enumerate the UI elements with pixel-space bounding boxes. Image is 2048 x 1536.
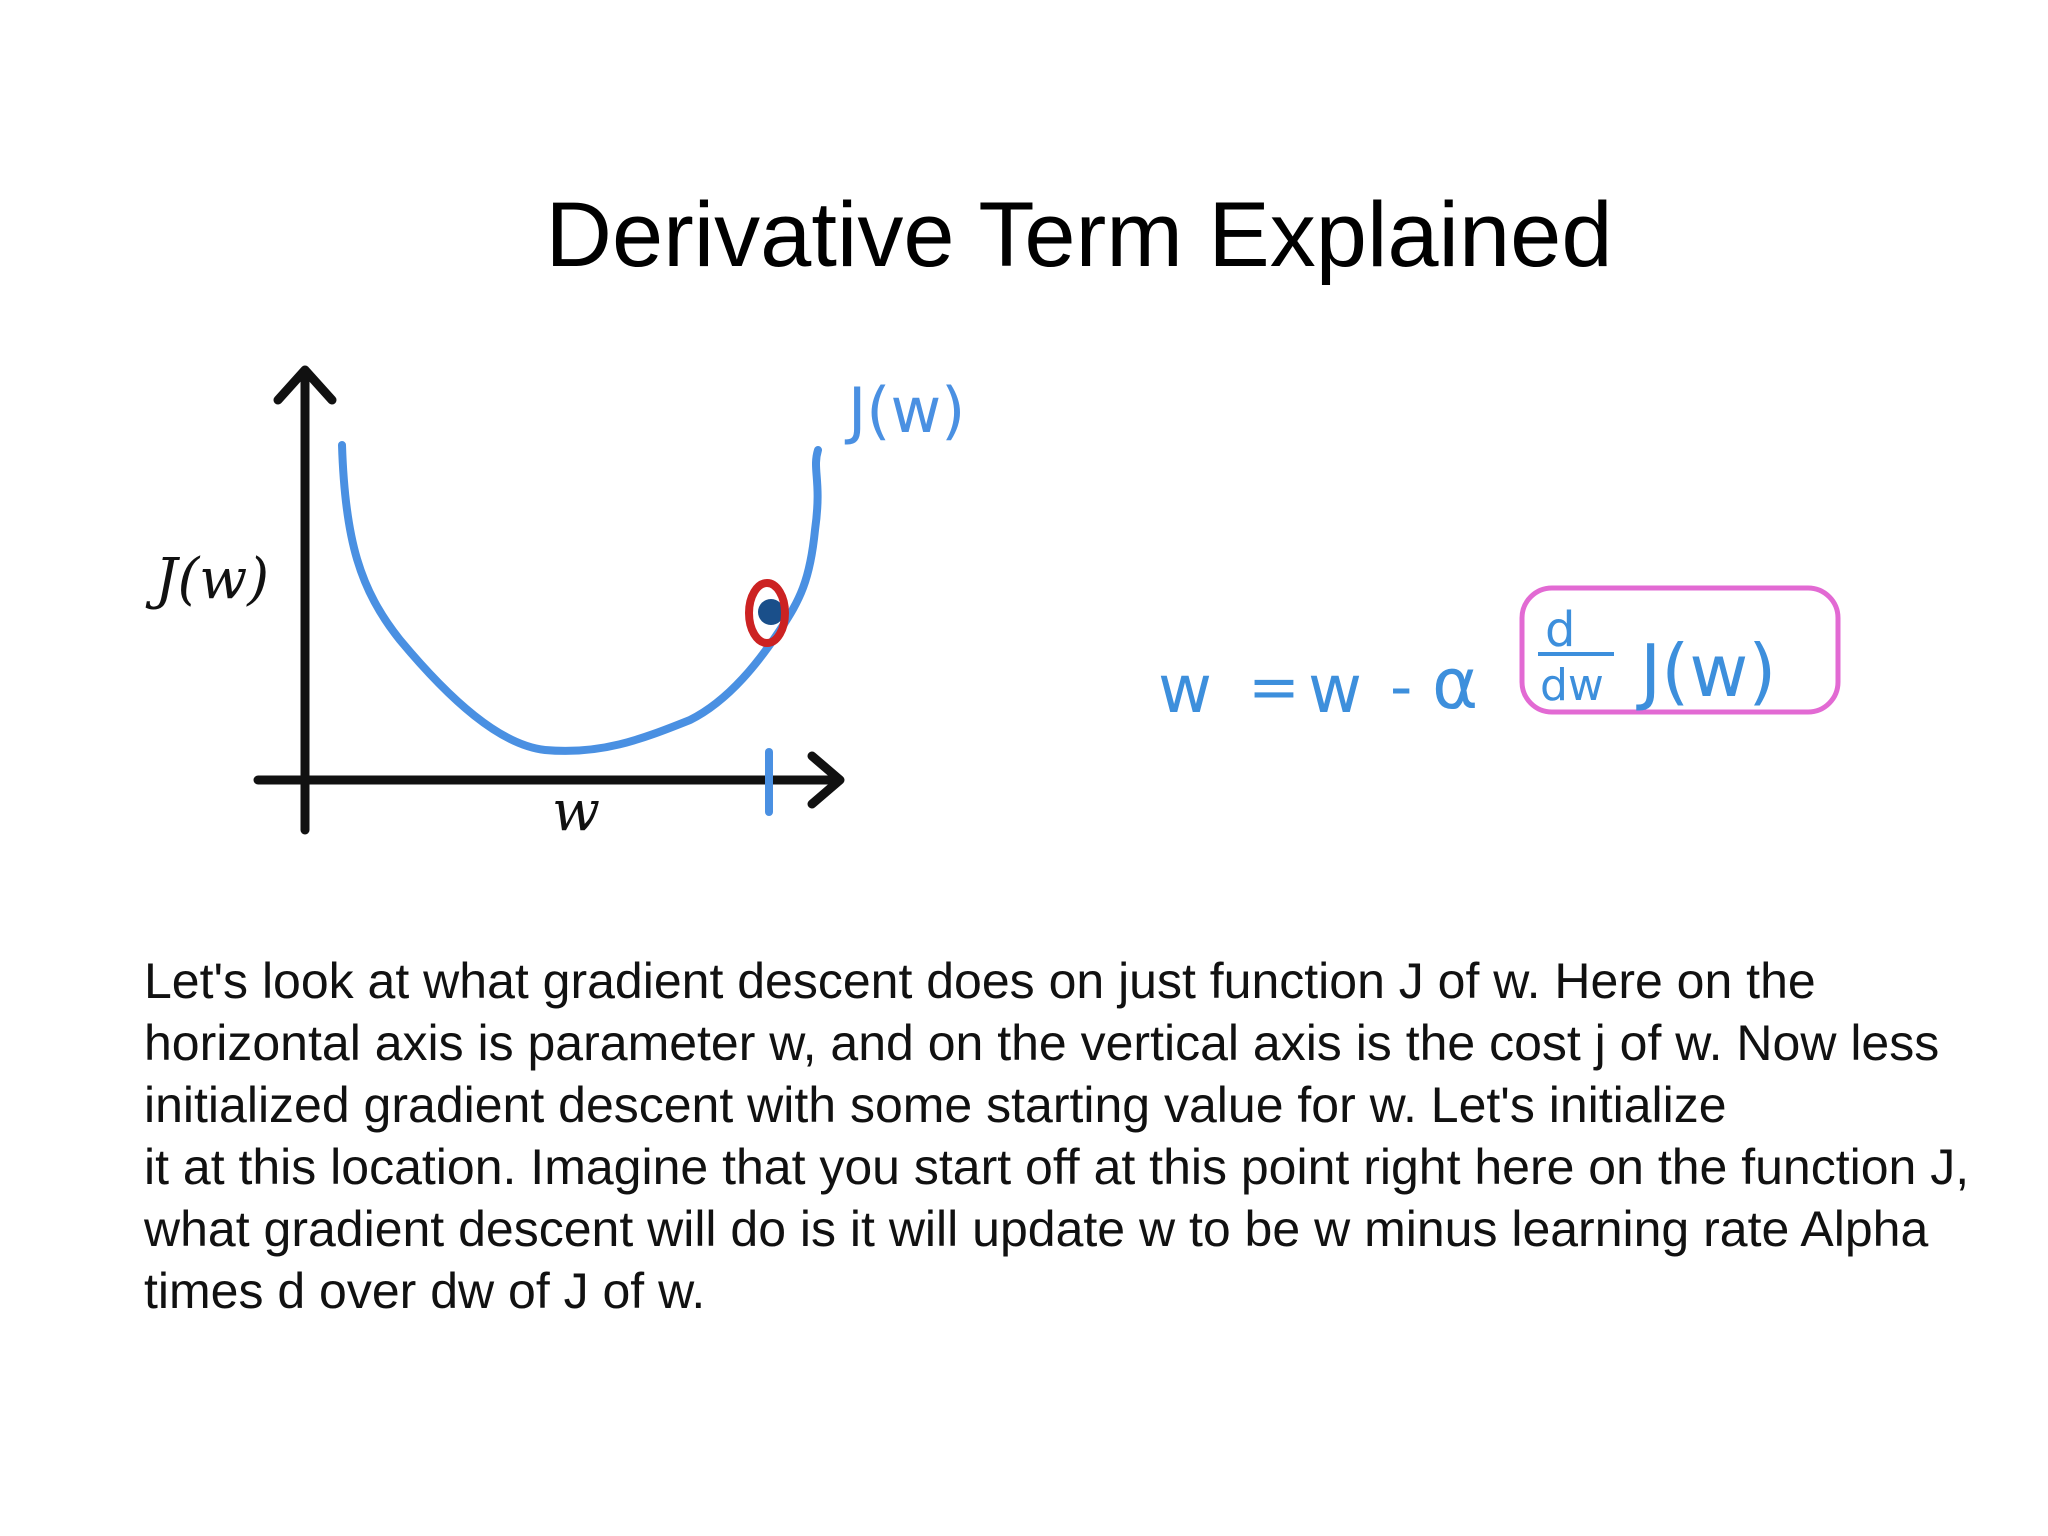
transcript-line: initialized gradient descent with some starting value for w. Let's initialize bbox=[144, 1077, 1727, 1133]
cost-curve bbox=[342, 445, 818, 751]
derivative-numerator: d bbox=[1545, 602, 1576, 658]
x-axis-label: w bbox=[552, 779, 600, 844]
formula-equals: = bbox=[1248, 650, 1300, 723]
derivative-denominator: dw bbox=[1540, 660, 1604, 711]
transcript-line: what gradient descent will do is it will update w to be w minus learning rate Alpha bbox=[144, 1201, 1929, 1257]
curve-label: J(w) bbox=[848, 374, 966, 447]
slide-title: Derivative Term Explained bbox=[545, 184, 1613, 286]
formula-alpha: α bbox=[1432, 643, 1479, 725]
transcript-line: Let's look at what gradient descent does on just function J of w. Here on the bbox=[144, 953, 1816, 1009]
formula-lhs: w bbox=[1158, 651, 1212, 728]
update-rule-formula bbox=[1158, 588, 1838, 728]
y-axis-label: J(w) bbox=[155, 547, 270, 612]
formula-minus: - bbox=[1390, 650, 1413, 723]
y-axis bbox=[278, 370, 332, 830]
cost-function-term: J(w) bbox=[1640, 629, 1777, 713]
x-axis bbox=[258, 756, 840, 804]
transcript-line: horizontal axis is parameter w, and on the vertical axis is the cost j of w. Now less bbox=[144, 1015, 1940, 1071]
transcript-line: times d over dw of J of w. bbox=[144, 1263, 706, 1319]
formula-rhs-w: w bbox=[1308, 651, 1362, 728]
transcript-text bbox=[144, 950, 2024, 1322]
transcript-line: it at this location. Imagine that you start off at this point right here on the function J, bbox=[144, 1139, 1970, 1195]
